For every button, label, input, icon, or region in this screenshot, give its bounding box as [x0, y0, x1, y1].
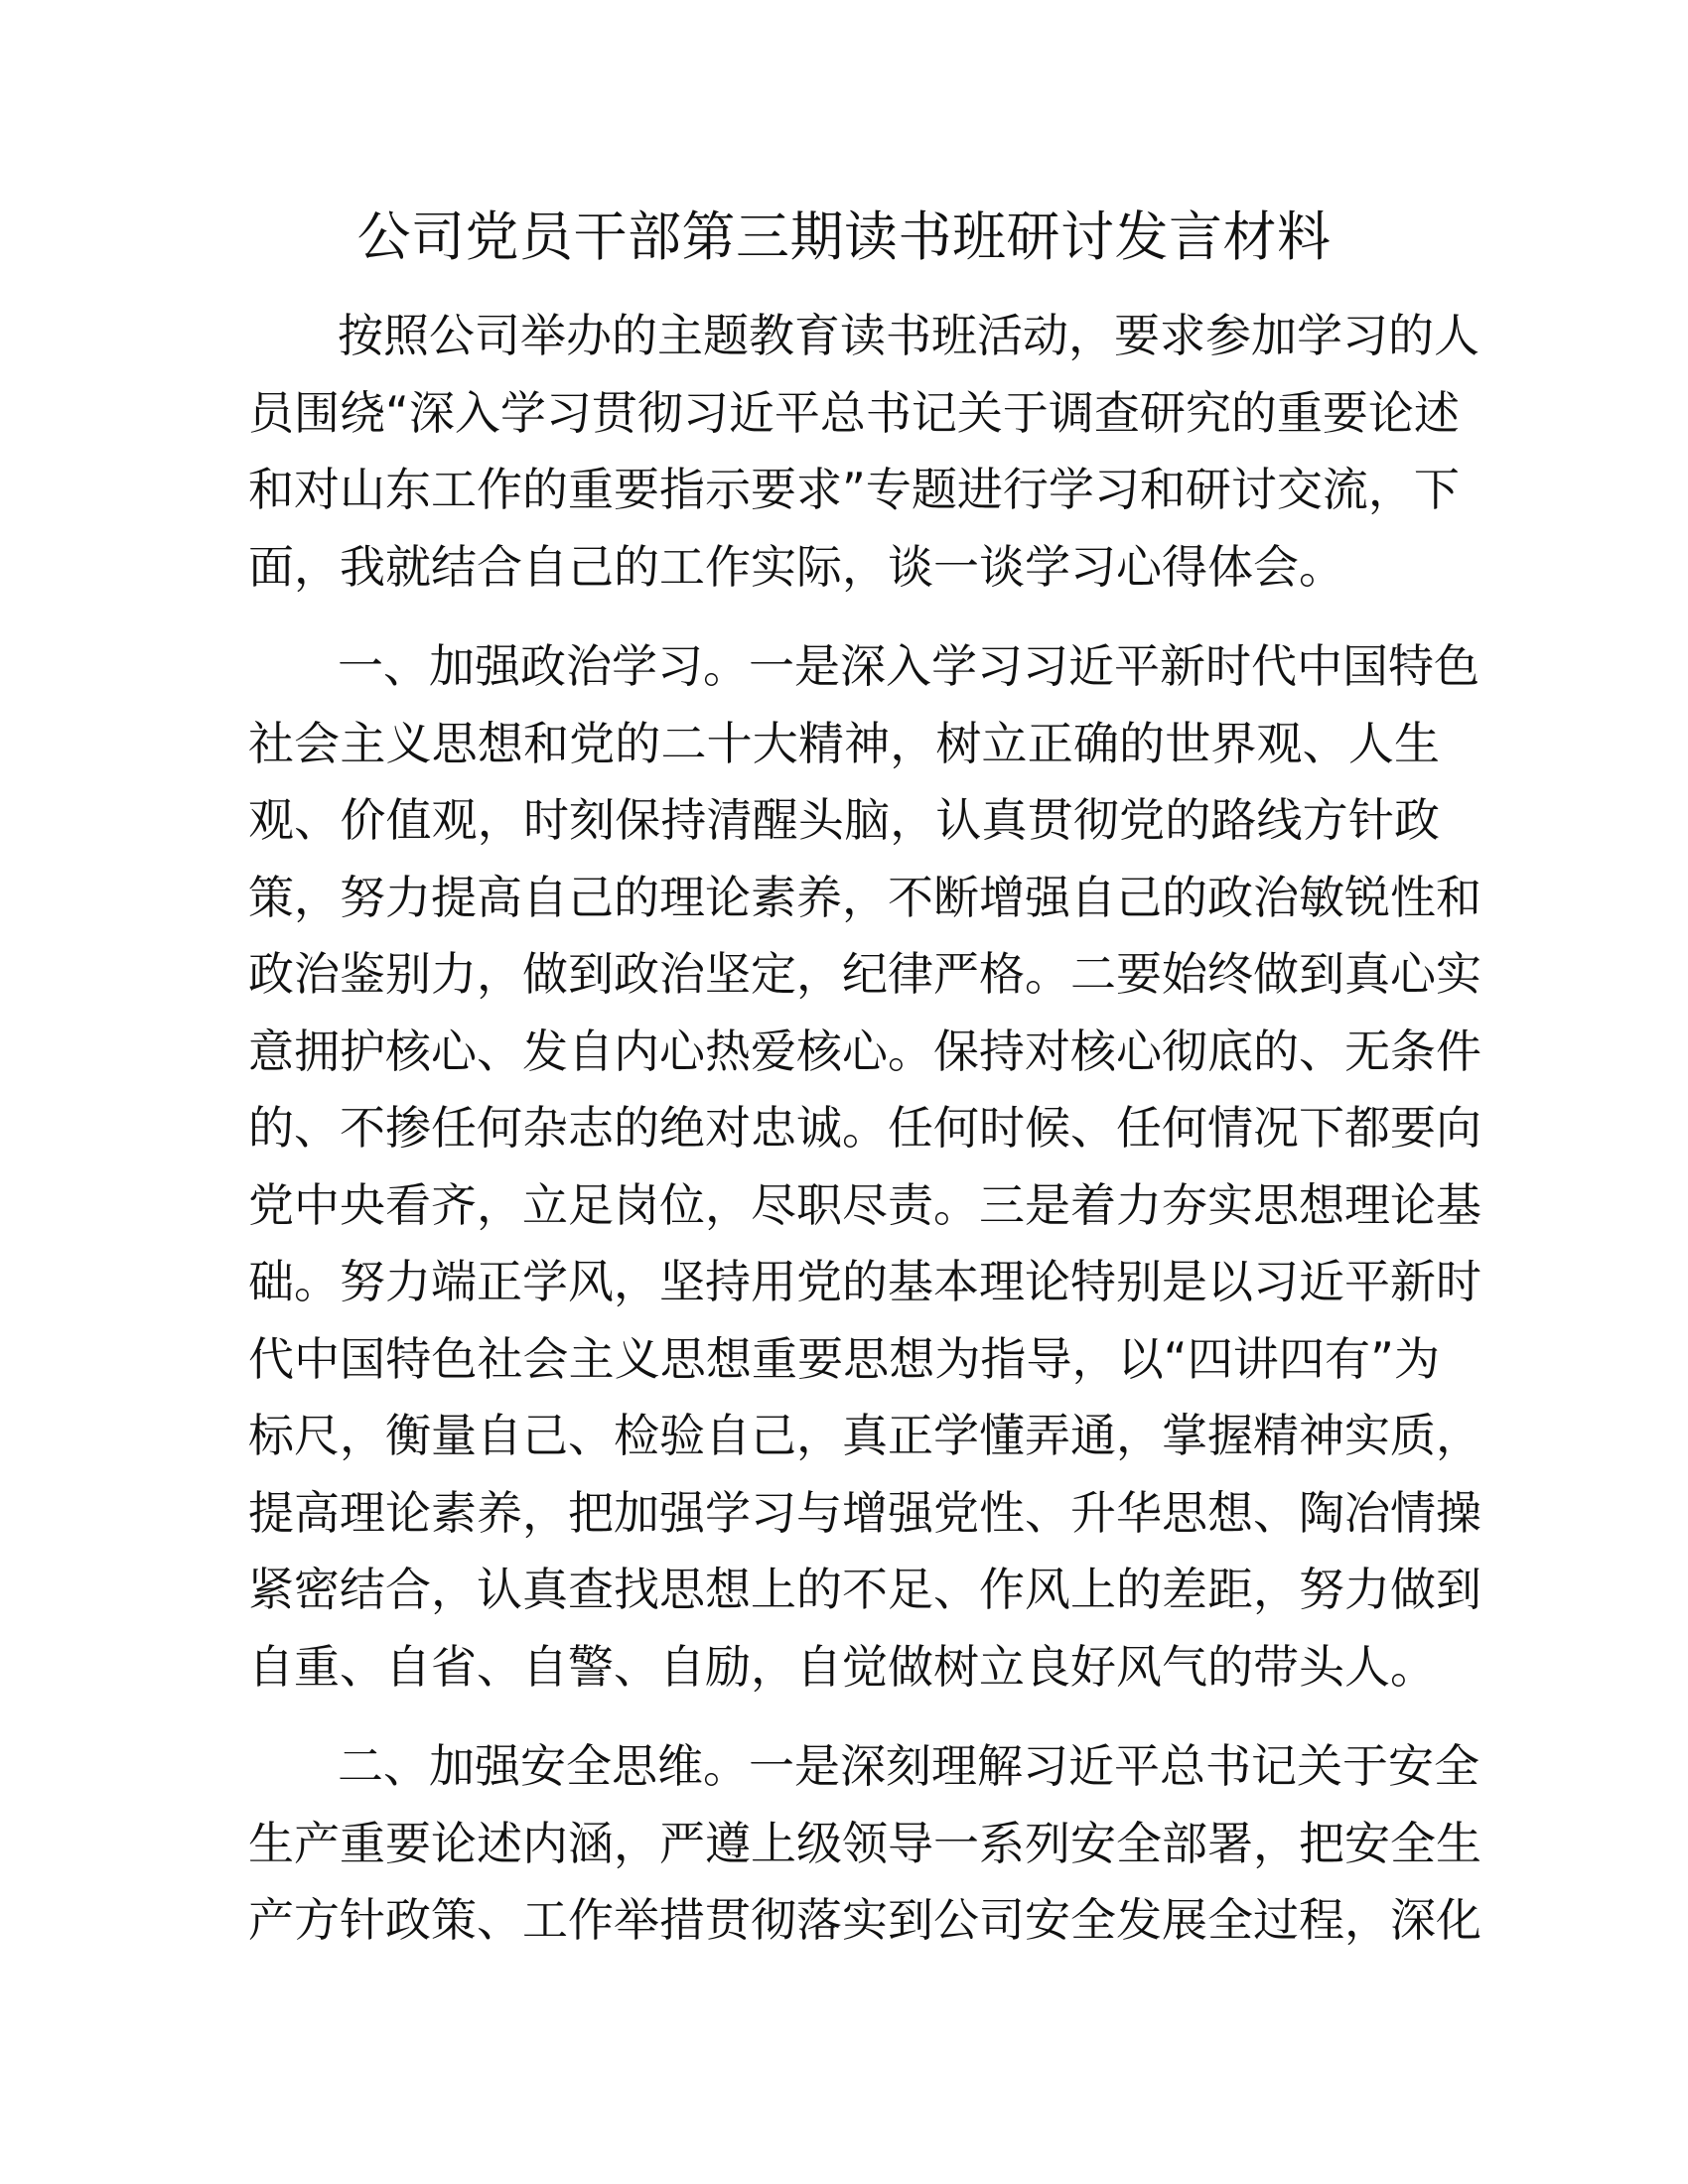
text-line: 自重、自省、自警、自励，自觉做树立良好风气的带头人。: [248, 1639, 1436, 1694]
text-line: 础。努力端正学风，坚持用党的基本理论特别是以习近平新时: [248, 1255, 1481, 1308]
document-body: [248, 298, 1481, 1960]
text-line: 社会主义思想和党的二十大精神，树立正确的世界观、人生: [248, 716, 1440, 770]
document-title: 公司党员干部第三期读书班研讨发言材料: [356, 205, 1332, 268]
text-line: 提高理论素养，把加强学习与增强党性、升华思想、陶冶情操: [248, 1485, 1481, 1540]
text-line: 和对山东工作的重要指示要求”专题进行学习和研讨交流，下: [248, 463, 1460, 516]
paragraph-spacer: [248, 606, 1440, 628]
paragraph-spacer: [248, 1706, 1440, 1728]
text-line: 标尺，衡量自己、检验自己，真正学懂弄通，掌握精神实质，: [248, 1409, 1481, 1462]
paragraph-safety-thinking: [248, 1728, 1481, 1960]
text-line: 意拥护核心、发自内心热爱核心。保持对核心彻底的、无条件: [248, 1024, 1481, 1078]
text-line: 的、不掺任何杂志的绝对忠诚。任何时候、任何情况下都要向: [248, 1101, 1481, 1155]
paragraph-intro: [248, 298, 1479, 606]
text-line: 紧密结合，认真查找思想上的不足、作风上的差距，努力做到: [248, 1563, 1481, 1616]
text-line: 党中央看齐，立足岗位，尽职尽责。三是着力夯实思想理论基: [248, 1177, 1481, 1232]
text-line: 面，我就结合自己的工作实际，谈一谈学习心得体会。: [248, 539, 1344, 594]
text-line: 产方针政策、工作举措贯彻落实到公司安全发展全过程，深化: [248, 1893, 1481, 1947]
text-line: 观、价值观，时刻保持清醒头脑，认真贯彻党的路线方针政: [248, 793, 1440, 847]
text-line: 政治鉴别力，做到政治坚定，纪律严格。二要始终做到真心实: [248, 947, 1481, 1001]
text-line: 二、加强安全思维。一是深刻理解习近平总书记关于安全: [338, 1739, 1479, 1793]
text-line: 员围绕“深入学习贯彻习近平总书记关于调查研究的重要论述: [248, 385, 1460, 440]
text-line: 生产重要论述内涵，严遵上级领导一系列安全部署，把安全生: [248, 1816, 1481, 1870]
text-line: 按照公司举办的主题教育读书班活动，要求参加学习的人: [338, 309, 1479, 362]
text-line: 代中国特色社会主义思想重要思想为指导，以“四讲四有”为: [248, 1331, 1440, 1386]
text-line: 一、加强政治学习。一是深入学习习近平新时代中国特色: [338, 639, 1479, 693]
paragraph-political-study: [248, 628, 1481, 1706]
text-line: 策，努力提高自己的理论素养，不断增强自己的政治敏锐性和: [248, 870, 1481, 924]
